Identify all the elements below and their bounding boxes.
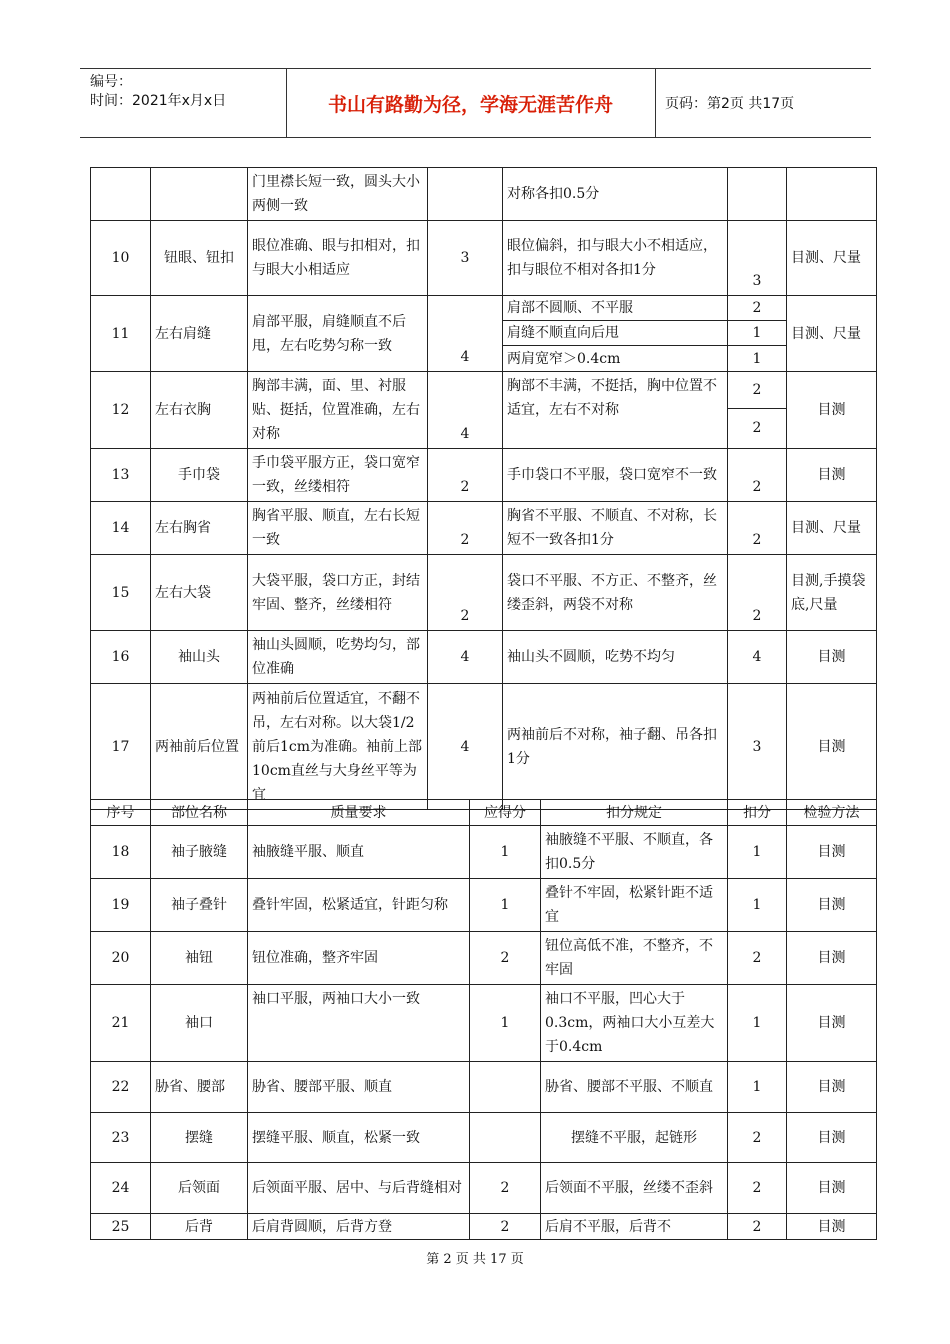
req-cell: 后肩背圆顺，后背方登 bbox=[248, 1214, 470, 1240]
method-cell: 目测、尺量 bbox=[787, 221, 877, 296]
table-row bbox=[91, 1113, 877, 1163]
deduct-cell: 2 bbox=[728, 449, 787, 502]
deduct-cell: 1 bbox=[728, 879, 787, 932]
method-cell: 目测 bbox=[787, 631, 877, 684]
part-cell: 袖口 bbox=[151, 985, 248, 1062]
rule-cell: 袋口不平服、不方正、不整齐，丝缕歪斜，两袋不对称 bbox=[503, 555, 728, 631]
column-header: 质量要求 bbox=[248, 800, 470, 826]
table-row bbox=[91, 502, 877, 555]
table-row bbox=[91, 296, 877, 372]
score-cell: 2 bbox=[428, 555, 503, 631]
method-cell: 目测 bbox=[787, 1062, 877, 1113]
inspection-table-a bbox=[90, 167, 877, 810]
deduct-cell: 2 bbox=[728, 502, 787, 555]
deduct-cell: 1 bbox=[728, 985, 787, 1062]
part-cell: 左右胸省 bbox=[151, 502, 248, 555]
row-no: 12 bbox=[91, 372, 151, 449]
row-no: 10 bbox=[91, 221, 151, 296]
rule-cell: 对称各扣0.5分 bbox=[503, 168, 728, 221]
row-no: 17 bbox=[91, 684, 151, 810]
method-cell: 目测 bbox=[787, 932, 877, 985]
req-cell: 叠针牢固，松紧适宜，针距匀称 bbox=[248, 879, 470, 932]
req-cell: 大袋平服，袋口方正，封结牢固、整齐，丝缕相符 bbox=[248, 555, 428, 631]
deduct-split bbox=[728, 296, 787, 372]
score-cell: 1 bbox=[470, 879, 541, 932]
deduct-line: 2 bbox=[728, 296, 786, 321]
score-cell: 4 bbox=[428, 631, 503, 684]
req-cell: 袖腋缝平服、顺直 bbox=[248, 826, 470, 879]
deduct-line: 1 bbox=[728, 321, 786, 346]
table-row bbox=[91, 631, 877, 684]
score-cell: 2 bbox=[428, 449, 503, 502]
part-cell: 后领面 bbox=[151, 1163, 248, 1214]
score-cell: 2 bbox=[470, 1214, 541, 1240]
score-cell bbox=[470, 1113, 541, 1163]
deduct-cell: 2 bbox=[728, 932, 787, 985]
method-cell: 目测,手摸袋底,尺量 bbox=[787, 555, 877, 631]
score-cell: 4 bbox=[428, 296, 503, 372]
method-cell: 目测 bbox=[787, 985, 877, 1062]
rule-cell: 眼位偏斜，扣与眼大小不相适应，扣与眼位不相对各扣1分 bbox=[503, 221, 728, 296]
column-header: 应得分 bbox=[470, 800, 541, 826]
rule-cell: 叠针不牢固，松紧针距不适宜 bbox=[541, 879, 728, 932]
part-cell: 左右衣胸 bbox=[151, 372, 248, 449]
table-row bbox=[91, 1062, 877, 1113]
deduct-line: 2 bbox=[728, 372, 786, 409]
deduct-cell: 3 bbox=[728, 684, 787, 810]
row-no: 16 bbox=[91, 631, 151, 684]
deduct-cell: 2 bbox=[728, 1163, 787, 1214]
deduct-cell: 3 bbox=[728, 221, 787, 296]
part-cell: 袖钮 bbox=[151, 932, 248, 985]
table-row bbox=[91, 1163, 877, 1214]
method-cell: 目测 bbox=[787, 1113, 877, 1163]
part-cell: 钮眼、钮扣 bbox=[151, 221, 248, 296]
deduct-line: 2 bbox=[752, 420, 762, 436]
table-row bbox=[91, 826, 877, 879]
table-row bbox=[91, 168, 877, 221]
rule-cell: 摆缝不平服，起链形 bbox=[541, 1113, 728, 1163]
row-no: 22 bbox=[91, 1062, 151, 1113]
method-cell: 目测 bbox=[787, 879, 877, 932]
row-no: 25 bbox=[91, 1214, 151, 1240]
column-header: 检验方法 bbox=[787, 800, 877, 826]
header-page-info: 页码：第2页 共17页 bbox=[665, 96, 795, 112]
score-cell: 4 bbox=[428, 372, 503, 449]
part-cell: 袖子叠针 bbox=[151, 879, 248, 932]
req-cell: 袖口平服，两袖口大小一致 bbox=[248, 985, 470, 1062]
column-header: 扣分规定 bbox=[541, 800, 728, 826]
deduct-line: 1 bbox=[752, 350, 762, 367]
req-cell: 眼位准确、眼与扣相对，扣与眼大小相适应 bbox=[248, 221, 428, 296]
table-header-row bbox=[91, 800, 877, 826]
deduct-cell: 1 bbox=[728, 1062, 787, 1113]
deduct-cell: 2 bbox=[728, 1214, 787, 1240]
table-row bbox=[91, 221, 877, 296]
req-cell: 胸部丰满，面、里、衬服贴、挺括，位置准确，左右对称 bbox=[248, 372, 428, 449]
part-cell: 手巾袋 bbox=[151, 449, 248, 502]
score-cell: 2 bbox=[428, 502, 503, 555]
score-cell: 1 bbox=[470, 826, 541, 879]
table-row bbox=[91, 449, 877, 502]
part-cell: 胁省、腰部 bbox=[151, 1062, 248, 1113]
rule-line: 肩部不圆顺、不平服 bbox=[503, 296, 727, 321]
row-no: 23 bbox=[91, 1113, 151, 1163]
table-row bbox=[91, 372, 877, 449]
part-cell: 摆缝 bbox=[151, 1113, 248, 1163]
page-header bbox=[80, 68, 871, 138]
column-header: 部位名称 bbox=[151, 800, 248, 826]
deduct-split bbox=[728, 372, 787, 449]
header-meta bbox=[90, 73, 226, 111]
score-cell: 2 bbox=[470, 1163, 541, 1214]
req-cell: 胸省平服、顺直，左右长短一致 bbox=[248, 502, 428, 555]
rule-split bbox=[503, 296, 728, 372]
score-cell: 4 bbox=[428, 684, 503, 810]
deduct-cell: 2 bbox=[728, 555, 787, 631]
part-cell: 左右肩缝 bbox=[151, 296, 248, 372]
method-cell: 目测、尺量 bbox=[787, 296, 877, 372]
part-cell: 袖山头 bbox=[151, 631, 248, 684]
rule-cell: 袖口不平服，凹心大于0.3cm，两袖口大小互差大于0.4cm bbox=[541, 985, 728, 1062]
rule-cell: 胸部不丰满，不挺括，胸中位置不适宜，左右不对称 bbox=[503, 372, 728, 449]
rule-cell: 后领面不平服，丝缕不歪斜 bbox=[541, 1163, 728, 1214]
deduct-cell: 1 bbox=[728, 826, 787, 879]
req-cell: 胁省、腰部平服、顺直 bbox=[248, 1062, 470, 1113]
row-no: 14 bbox=[91, 502, 151, 555]
req-cell: 两袖前后位置适宜，不翻不吊，左右对称。以大袋1/2前后1cm为准确。袖前上部10cm直丝与大身丝平等为宜 bbox=[248, 684, 428, 810]
method-cell: 目测 bbox=[787, 372, 877, 449]
table-row bbox=[91, 879, 877, 932]
score-cell: 2 bbox=[470, 932, 541, 985]
rule-cell: 胁省、腰部不平服、不顺直 bbox=[541, 1062, 728, 1113]
part-cell: 袖子腋缝 bbox=[151, 826, 248, 879]
method-cell: 目测 bbox=[787, 449, 877, 502]
header-motto: 书山有路勤为径，学海无涯苦作舟 bbox=[327, 93, 613, 116]
rule-cell: 钮位高低不准，不整齐，不牢固 bbox=[541, 932, 728, 985]
rule-cell: 后肩不平服，后背不 bbox=[541, 1214, 728, 1240]
rule-line: 肩缝不顺直向后甩 bbox=[503, 321, 727, 346]
row-no: 11 bbox=[91, 296, 151, 372]
row-no: 21 bbox=[91, 985, 151, 1062]
score-cell: 1 bbox=[470, 985, 541, 1062]
req-cell: 手巾袋平服方正，袋口宽窄一致，丝缕相符 bbox=[248, 449, 428, 502]
part-cell: 两袖前后位置 bbox=[151, 684, 248, 810]
code-label: 编号： bbox=[90, 74, 132, 90]
deduct-cell: 4 bbox=[728, 631, 787, 684]
table-row bbox=[91, 985, 877, 1062]
req-cell: 后领面平服、居中、与后背缝相对 bbox=[248, 1163, 470, 1214]
row-no: 19 bbox=[91, 879, 151, 932]
rule-line: 两肩宽窄＞0.4cm bbox=[507, 350, 621, 367]
req-cell: 摆缝平服、顺直，松紧一致 bbox=[248, 1113, 470, 1163]
score-cell: 3 bbox=[428, 221, 503, 296]
row-no: 18 bbox=[91, 826, 151, 879]
method-cell: 目测 bbox=[787, 1163, 877, 1214]
req-cell: 钮位准确，整齐牢固 bbox=[248, 932, 470, 985]
table-row bbox=[91, 684, 877, 810]
method-cell: 目测 bbox=[787, 684, 877, 810]
score-cell bbox=[470, 1062, 541, 1113]
method-cell: 目测 bbox=[787, 826, 877, 879]
req-cell: 肩部平服，肩缝顺直不后甩，左右吃势匀称一致 bbox=[248, 296, 428, 372]
row-no: 24 bbox=[91, 1163, 151, 1214]
column-header: 序号 bbox=[91, 800, 151, 826]
row-no: 13 bbox=[91, 449, 151, 502]
rule-cell: 两袖前后不对称，袖子翻、吊各扣1分 bbox=[503, 684, 728, 810]
inspection-table-b bbox=[90, 799, 877, 1240]
row-no: 20 bbox=[91, 932, 151, 985]
rule-cell: 手巾袋口不平服，袋口宽窄不一致 bbox=[503, 449, 728, 502]
time-label: 时间：2021年x月x日 bbox=[90, 93, 227, 109]
part-cell: 左右大袋 bbox=[151, 555, 248, 631]
part-cell: 后背 bbox=[151, 1214, 248, 1240]
rule-cell: 袖山头不圆顺，吃势不均匀 bbox=[503, 631, 728, 684]
method-cell: 目测、尺量 bbox=[787, 502, 877, 555]
table-row bbox=[91, 1214, 877, 1240]
rule-cell: 袖腋缝不平服、不顺直，各扣0.5分 bbox=[541, 826, 728, 879]
column-header: 扣分 bbox=[728, 800, 787, 826]
row-no: 15 bbox=[91, 555, 151, 631]
method-cell: 目测 bbox=[787, 1214, 877, 1240]
deduct-cell: 2 bbox=[728, 1113, 787, 1163]
page-footer: 第 2 页 共 17 页 bbox=[426, 1252, 524, 1267]
table-row bbox=[91, 555, 877, 631]
req-cell: 门里襟长短一致，圆头大小两侧一致 bbox=[248, 168, 428, 221]
req-cell: 袖山头圆顺，吃势均匀，部位准确 bbox=[248, 631, 428, 684]
rule-cell: 胸省不平服、不顺直、不对称，长短不一致各扣1分 bbox=[503, 502, 728, 555]
table-row bbox=[91, 932, 877, 985]
